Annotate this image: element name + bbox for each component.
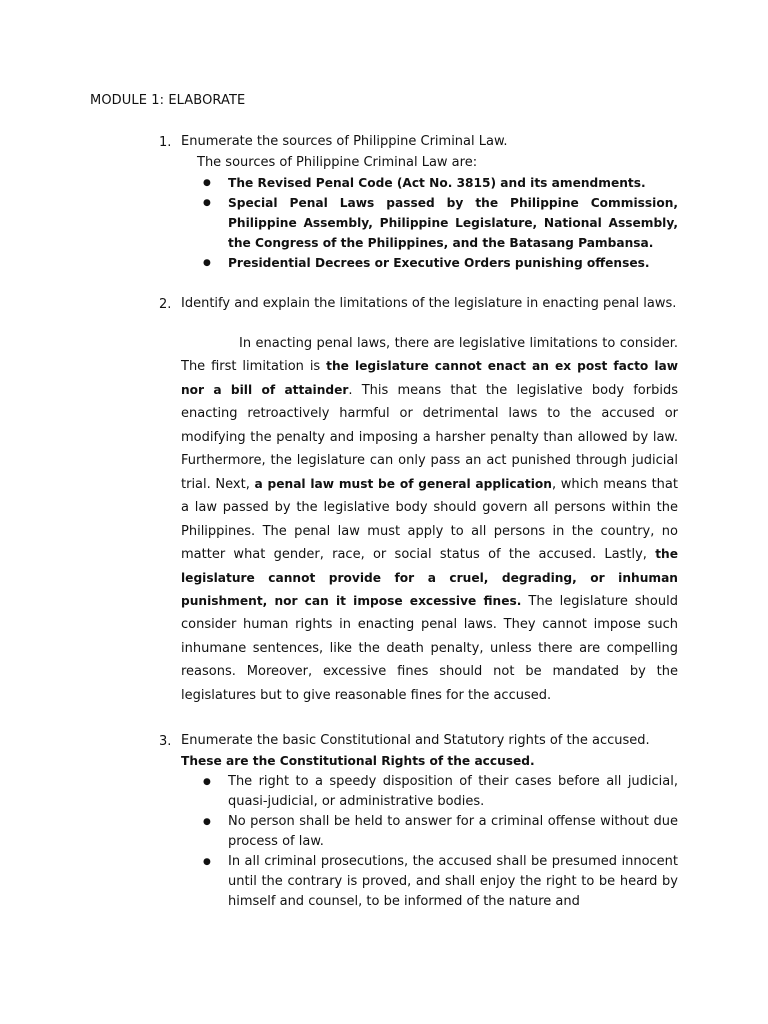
q2-answer-bold-1: the legislature cannot enact an ex post facto law nor a bill of attainder bbox=[181, 359, 678, 397]
q2-answer-bold-3: the legislature cannot provide for a cruel, degrading, or inhuman punishment bbox=[181, 547, 678, 608]
q2-answer-text-2: . This means that the legislative body forbids enacting retroactively harmful or detrimental laws to the accused or modifying the penalty and imposing a harsher penalty than allowed by law. Furthermore, the legislature can only pass an act punished through judicial trial. Next, bbox=[181, 382, 678, 492]
list-item: ● Special Penal Laws passed by the Philippine Commission, Philippine Assembly, Philippine Legislature, National Assembly, the Congress of the Philippines, and the Batasang Pambansa. bbox=[203, 193, 678, 253]
q2-answer-text-4: The legislature should consider human rights in enacting penal laws. They cannot impose such inhumane sentences, like the death penalty, unless there are compelling reasons. Moreover, excessive fines should not be mandated by the legislatures but to give reasonable fines for the accused. bbox=[181, 593, 678, 703]
list-item: ● In all criminal prosecutions, the accused shall be presumed innocent until the contrary is proved, and shall enjoy the right to be heard by himself and counsel, to be informed of the nature and bbox=[203, 852, 678, 912]
q3-subheading: These are the Constitutional Rights of the accused. bbox=[181, 754, 535, 768]
q2-answer-text-1: In enacting penal laws, there are legislative limitations to consider. The first limitation is bbox=[181, 336, 678, 375]
q2-answer-bold-2: a penal law must be of general application bbox=[254, 476, 552, 491]
q1-number: 1. bbox=[159, 135, 172, 150]
q3-rights-list bbox=[203, 772, 678, 912]
q3-number: 3. bbox=[159, 734, 172, 749]
q3-question: Enumerate the basic Constitutional and Statutory rights of the accused. bbox=[181, 733, 650, 748]
list-item: ● The Revised Penal Code (Act No. 3815) and its amendments. bbox=[203, 173, 678, 193]
q2-question: Identify and explain the limitations of the legislature in enacting penal laws. bbox=[181, 296, 677, 311]
q1-question: Enumerate the sources of Philippine Criminal Law. bbox=[181, 134, 508, 149]
list-item: ● No person shall be held to answer for a criminal offense without due process of law. bbox=[203, 812, 678, 852]
module-title: MODULE 1: ELABORATE bbox=[90, 93, 246, 108]
q2-answer-paragraph bbox=[181, 332, 678, 707]
q2-answer-bold-4: , nor can it impose excessive fines. bbox=[262, 593, 522, 608]
list-item: ● The right to a speedy disposition of their cases before all judicial, quasi-judicial, or administrative bodies. bbox=[203, 772, 678, 812]
q2-answer-text-3: , which means that a law passed by the legislative body should govern all persons within the Philippines. The penal law must apply to all persons in the country, no matter what gender, race, or social status of the accused. Lastly, bbox=[181, 476, 678, 563]
q1-source-list bbox=[203, 173, 678, 273]
q1-intro: The sources of Philippine Criminal Law are: bbox=[197, 155, 478, 170]
q2-number: 2. bbox=[159, 297, 172, 312]
list-item: ● Presidential Decrees or Executive Orders punishing offenses. bbox=[203, 253, 678, 273]
